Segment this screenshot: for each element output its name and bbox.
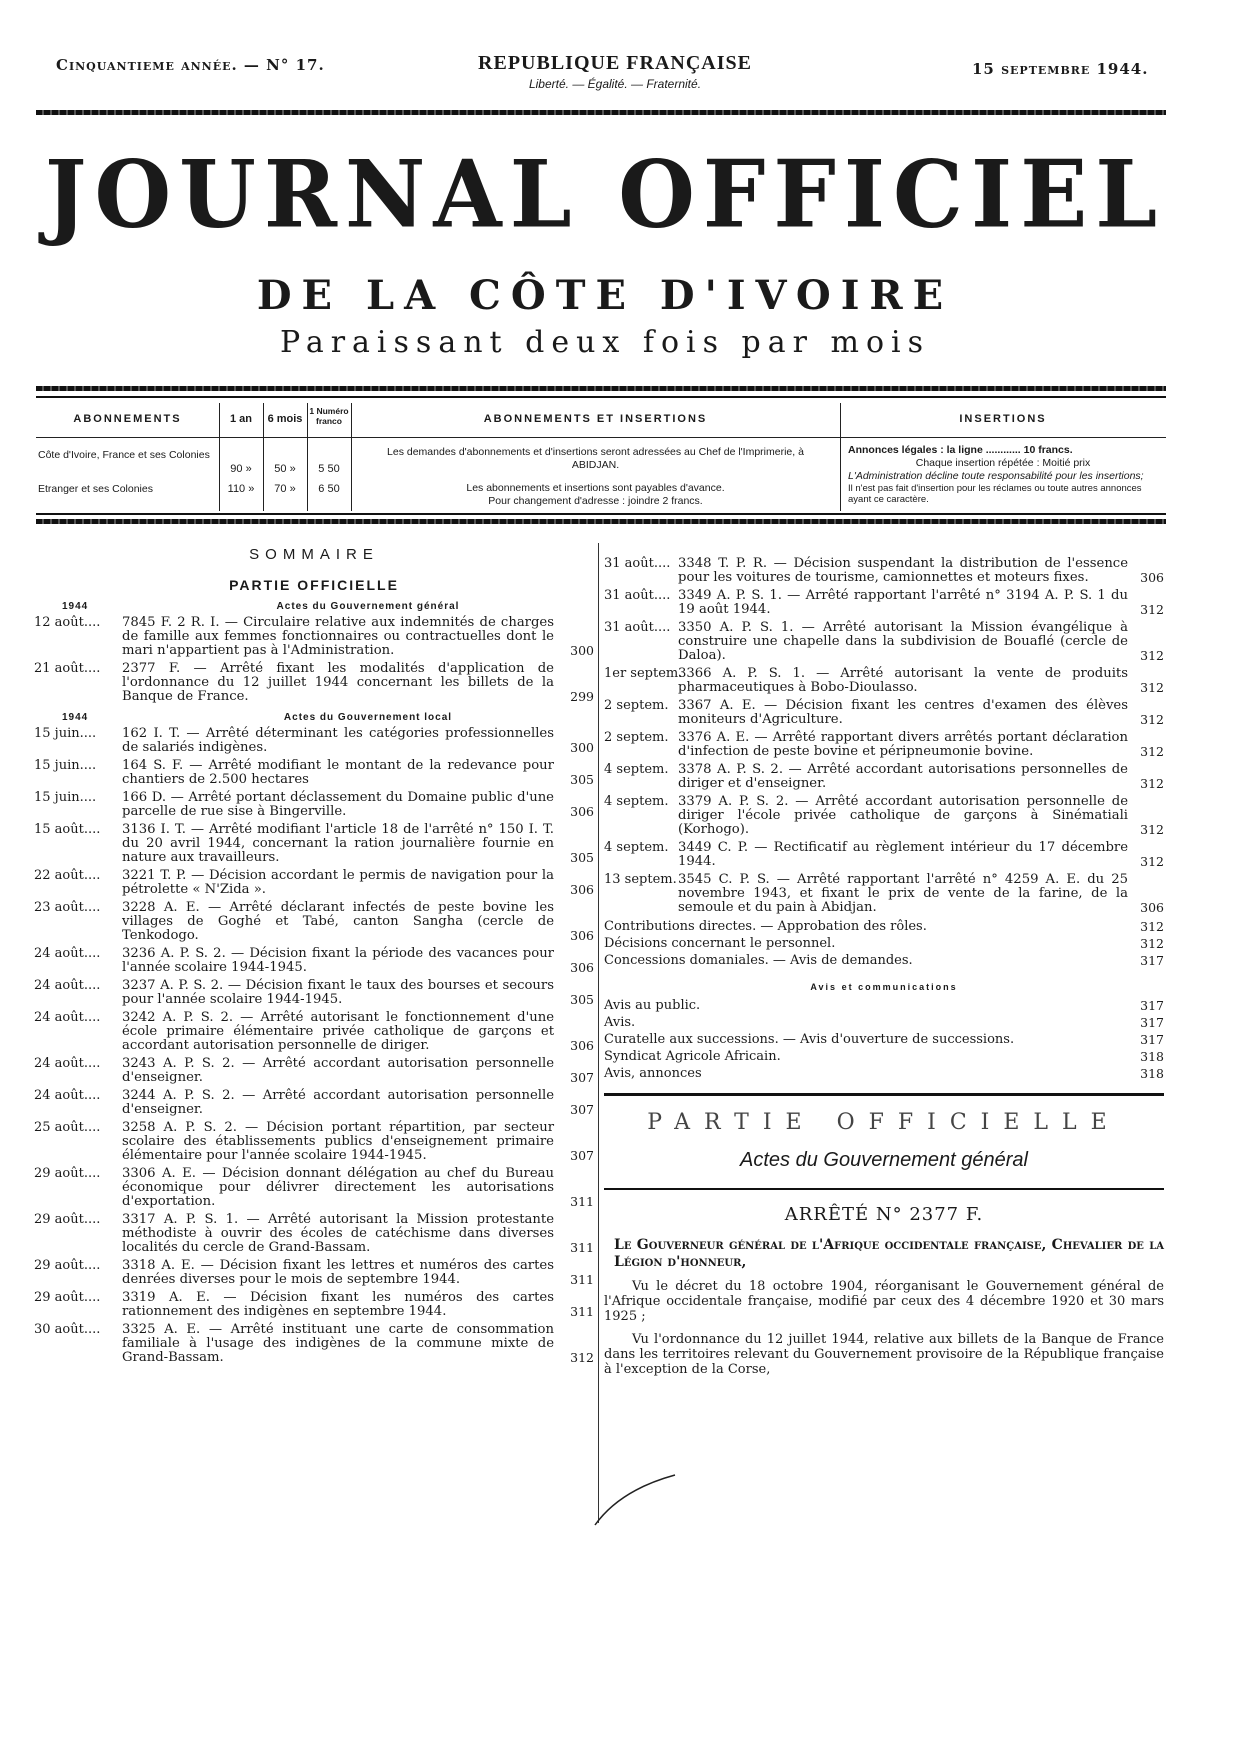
entry-page: 305 [570,772,594,787]
entry-text: 3221 T. P. — Décision accordant le permis de navigation pour la pétrolette « N'Zida ». [122,868,554,897]
entry-date: 12 août.... [34,615,101,630]
line-page: 318 [1140,1066,1164,1081]
entry-date: 4 septem. [604,762,669,777]
subs-middle-text-2: Les abonnements et insertions sont payables d'avance. [466,482,725,494]
entry-text: 3236 A. P. S. 2. — Décision fixant la période des vacances pour l'année scolaire 1944-1945. [122,946,554,975]
sommaire-entry[interactable] [604,621,1164,663]
subs-right-col [840,403,1166,511]
entry-page: 306 [570,804,594,819]
line-page: 312 [1140,936,1164,951]
sommaire-entry[interactable] [604,795,1164,837]
partie-officielle-heading: PARTIE OFFICIELLE [647,1110,1121,1135]
sommaire-entry[interactable] [604,841,1164,869]
entry-text: 3306 A. E. — Décision donnant délégation au chef du Bureau économique pour délivrer directement les autorisations d'exportation. [122,1166,554,1209]
sommaire-entry[interactable] [604,731,1164,759]
avis-title: Avis et communications [810,982,958,992]
entry-date: 22 août.... [34,868,101,883]
entry-date: 24 août.... [34,1010,101,1025]
entry-text: 3545 C. P. S. — Arrêté rapportant l'arrêté n° 4259 A. E. du 25 novembre 1943, et fixant le prix de vente de la farine, de la semoule et du pain à Abidjan. [678,872,1128,915]
entry-page: 306 [1140,570,1164,585]
sommaire-entry[interactable] [34,1323,594,1365]
entry-page: 305 [570,992,594,1007]
entry-text: 164 S. F. — Arrêté modifiant le montant de la redevance pour chantiers de 2.500 hectares [122,758,554,787]
entry-date: 25 août.... [34,1120,101,1135]
masthead-rule [36,386,1166,391]
sommaire-entry[interactable] [34,727,594,755]
entry-date: 29 août.... [34,1166,101,1181]
section1-year: 1944 [62,601,89,612]
line-page: 318 [1140,1049,1164,1064]
entry-date: 29 août.... [34,1290,101,1305]
sommaire-line[interactable] [604,1015,1164,1030]
entry-page: 312 [1140,822,1164,837]
gouverneur-line: Le Gouverneur général de l'Afrique occidentale française, Chevalier de la Légion d'honneur, [614,1237,1164,1270]
body-paragraph: Vu l'ordonnance du 12 juillet 1944, relative aux billets de la Banque de France dans les territoires relevant du Gouvernement provisoire de la République française à l'exception de la Corse, [604,1332,1164,1377]
sommaire-entry[interactable] [34,1213,594,1255]
subs-row-1-an: 90 » [230,463,252,475]
subs-6mois-col [263,403,308,511]
entry-date: 31 août.... [604,556,671,571]
body-rule-2 [604,1188,1164,1190]
section2-year: 1944 [62,712,89,723]
section2-title: Actes du Gouvernement local [283,712,453,723]
section-gouv-general [34,601,594,612]
entry-page: 307 [570,1070,594,1085]
entry-date: 24 août.... [34,946,101,961]
journal-title: JOURNAL OFFICIEL [44,139,1166,249]
entry-text: 3348 T. P. R. — Décision suspendant la distribution de l'essence pour les voitures de tourisme, camionnettes et moteurs fixes. [678,556,1128,585]
sommaire-line[interactable] [604,936,1164,951]
entry-date: 4 septem. [604,794,669,809]
entry-page: 311 [570,1194,594,1209]
entry-date: 15 juin.... [34,758,97,773]
section-gouv-local [34,712,594,723]
entry-page: 312 [1140,854,1164,869]
sommaire-line[interactable] [604,1032,1164,1047]
sommaire-entry[interactable] [34,979,594,1007]
abonnements-insertions-header: ABONNEMENTS ET INSERTIONS [351,403,840,438]
subs-row-1-numero: 5 50 [318,463,340,475]
sommaire-left-column [34,540,594,1365]
entry-date: 4 septem. [604,840,669,855]
header-rule [36,110,1166,115]
entry-page: 311 [570,1240,594,1255]
entry-date: 29 août.... [34,1258,101,1273]
sommaire-line[interactable] [604,998,1164,1013]
entry-date: 1er septem. [604,666,683,681]
entry-date: 15 juin.... [34,726,97,741]
entry-page: 306 [570,882,594,897]
sommaire-entry[interactable] [604,589,1164,617]
entry-text: 3228 A. E. — Arrêté déclarant infectés de peste bovine les villages de Goghé et Tabé, canton Sangha (cercle de Tenkodogo. [122,900,554,943]
sommaire-entry[interactable] [34,823,594,865]
entry-date: 24 août.... [34,1088,101,1103]
entry-date: 31 août.... [604,620,671,635]
sommaire-entry[interactable] [604,873,1164,915]
entry-text: 3318 A. E. — Décision fixant les lettres et numéros des cartes denrées diverses pour le mois de septembre 1944. [122,1258,554,1287]
column-separator [598,543,599,1523]
entry-text: 3237 A. P. S. 2. — Décision fixant le taux des bourses et secours pour l'année scolaire 1944-1945. [122,978,554,1007]
sommaire-misc-entries [604,919,1164,968]
journal-subtitle: DE LA CÔTE D'IVOIRE [256,272,954,319]
entry-page: 300 [570,740,594,755]
entry-page: 311 [570,1304,594,1319]
line-text: Décisions concernant le personnel. [604,936,836,951]
actes-gouv-general-heading: Actes du Gouvernement général [740,1149,1028,1171]
section1-title: Actes du Gouvernement général [276,601,460,612]
line-text: Avis, annonces [604,1066,702,1081]
sommaire-entry[interactable] [604,667,1164,695]
entry-page: 307 [570,1148,594,1163]
entry-text: 3367 A. E. — Décision fixant les centres d'examen des élèves moniteurs d'Agriculture. [678,698,1128,727]
entry-text: 3350 A. P. S. 1. — Arrêté autorisant la Mission évangélique à construire une chapelle dans la subdivision de Bouaflé (cercle de Daloa). [678,620,1128,663]
sommaire-entry[interactable] [34,1121,594,1163]
entry-text: 2377 F. — Arrêté fixant les modalités d'application de l'ordonnance du 12 juillet 1944 concernant les billets de la Banque de France. [122,661,554,704]
line-text: Avis. [604,1015,636,1030]
entry-date: 2 septem. [604,730,669,745]
sommaire-entry[interactable] [34,616,594,658]
issue-number: Cinquantieme année. — N° 17. [56,56,325,74]
entry-text: 3317 A. P. S. 1. — Arrêté autorisant la Mission protestante méthodiste à ouvrir des écoles de catéchisme dans diverses localités du cercle de Grand-Bassam. [122,1212,554,1255]
sommaire-title: SOMMAIRE [249,546,379,563]
entry-text: 3258 A. P. S. 2. — Décision portant répartition, par secteur scolaire des établissements publics d'enseignement primaire élémentaire pour l'année scolaire 1944-1945. [122,1120,554,1163]
sommaire-entry[interactable] [34,901,594,943]
body-rule [604,1093,1164,1096]
sommaire-entry[interactable] [34,947,594,975]
sommaire-entry[interactable] [34,1259,594,1287]
line-text: Syndicat Agricole Africain. [604,1049,781,1064]
line-text: Concessions domaniales. — Avis de demandes. [604,953,913,968]
entry-text: 162 I. T. — Arrêté déterminant les catégories professionnelles de salariés indigènes. [122,726,554,755]
sommaire-local-entries [34,727,594,1365]
entry-page: 306 [570,960,594,975]
entry-text: 3319 A. E. — Décision fixant les numéros des cartes rationnement des indigènes en septembre 1944. [122,1290,554,1319]
partie-officielle-title: PARTIE OFFICIELLE [229,577,399,593]
line-page: 312 [1140,919,1164,934]
entry-text: 3379 A. P. S. 2. — Arrêté accordant autorisation personnelle de diriger l'école privée catholique de garçons à Sinématiali (Korhogo). [678,794,1128,837]
subscription-table [36,403,1166,511]
sommaire-entry[interactable] [34,1057,594,1085]
body-paragraph: Vu le décret du 18 octobre 1904, réorganisant le Gouvernement général de l'Afrique occidentale française, modifié par ceux des 4 décembre 1920 et 30 mars 1925 ; [604,1279,1164,1324]
sommaire-entry[interactable] [604,699,1164,727]
entry-text: 3136 I. T. — Arrêté modifiant l'article 18 de l'arrêté n° 150 I. T. du 20 avril 1944, concernant la ration journalière fournie en nature aux travailleurs. [122,822,554,865]
subs-row-2-label: Etranger et ses Colonies [38,483,153,495]
entry-page: 307 [570,1102,594,1117]
entry-page: 312 [570,1350,594,1365]
ink-mark [590,1470,680,1530]
subs-numero-col [307,403,352,511]
entry-text: 3376 A. E. — Arrêté rapportant divers arrêtés portant déclaration d'infection de peste bovine et péripneumonie bovine. [678,730,1128,759]
line-text: Contributions directes. — Approbation des rôles. [604,919,927,934]
sommaire-entry[interactable] [34,1011,594,1053]
col-6mois-header: 6 mois [263,403,307,438]
line-text: Avis au public. [604,998,701,1013]
subs-row-2-mois: 70 » [274,483,296,495]
entry-date: 29 août.... [34,1212,101,1227]
entry-page: 306 [1140,900,1164,915]
entry-text: 3349 A. P. S. 1. — Arrêté rapportant l'arrêté n° 3194 A. P. S. 1 du 19 août 1944. [678,588,1128,617]
arrete-title: ARRÊTÉ N° 2377 F. [784,1204,984,1225]
entry-date: 31 août.... [604,588,671,603]
sommaire-line[interactable] [604,1049,1164,1064]
entry-text: 3242 A. P. S. 2. — Arrêté autorisant le fonctionnement d'une école primaire élémentaire privée catholique de garçons et accordant autorisation personnelle de diriger. [122,1010,554,1053]
subs-middle-col [351,403,841,511]
entry-page: 299 [570,689,594,704]
subs-row-2-an: 110 » [227,483,255,495]
line-page: 317 [1140,1015,1164,1030]
abonnements-header: ABONNEMENTS [36,403,219,438]
subs-middle-text-1: Les demandes d'abonnements et d'insertions seront adressées au Chef de l'Imprimerie, à ABIDJAN. [387,446,804,471]
col-1an-header: 1 an [219,403,263,438]
subs-label-col [36,403,220,511]
sommaire-entry[interactable] [34,791,594,819]
line-page: 317 [1140,1032,1164,1047]
entry-page: 306 [570,1038,594,1053]
sommaire-line[interactable] [604,953,1164,968]
subs-rule [36,513,1166,515]
sommaire-right-column [604,553,1164,1377]
subs-row-1-mois: 50 » [274,463,296,475]
sommaire-line[interactable] [604,1066,1164,1081]
issue-date: 15 septembre 1944. [972,60,1149,78]
entry-date: 30 août.... [34,1322,101,1337]
entry-text: 3378 A. P. S. 2. — Arrêté accordant autorisations personnelles de diriger et d'enseigner. [678,762,1128,791]
entry-page: 312 [1140,776,1164,791]
entry-page: 312 [1140,602,1164,617]
subs-right-text-2: Chaque insertion répétée : Moitié prix [915,457,1091,469]
entry-text: 3449 C. P. — Rectificatif au règlement intérieur du 17 décembre 1944. [678,840,1128,869]
entry-page: 312 [1140,744,1164,759]
entry-date: 24 août.... [34,978,101,993]
sommaire-entry[interactable] [604,763,1164,791]
sommaire-entry[interactable] [34,1089,594,1117]
sommaire-entry[interactable] [34,1167,594,1209]
entry-page: 305 [570,850,594,865]
entry-page: 312 [1140,680,1164,695]
sommaire-entry[interactable] [34,1291,594,1319]
entry-page: 312 [1140,712,1164,727]
line-page: 317 [1140,998,1164,1013]
entry-text: 3366 A. P. S. 1. — Arrêté autorisant la vente de produits pharmaceutiques à Bobo-Dioulasso. [678,666,1128,695]
entry-text: 3243 A. P. S. 2. — Arrêté accordant autorisation personnelle d'enseigner. [122,1056,554,1085]
sommaire-local-entries-cont [604,557,1164,915]
entry-text: 166 D. — Arrêté portant déclassement du Domaine public d'une parcelle de rue sise à Bingerville. [122,790,554,819]
subs-row-2-numero: 6 50 [318,483,340,495]
republic-title: REPUBLIQUE FRANÇAISE [478,52,752,74]
insertions-header: INSERTIONS [840,403,1166,438]
entry-date: 23 août.... [34,900,101,915]
republic-header [420,52,810,91]
entry-page: 300 [570,643,594,658]
subs-right-text-4: Il n'est pas fait d'insertion pour les réclames ou toute autres annonces ayant ce caractère. [848,483,1142,505]
entry-date: 24 août.... [34,1056,101,1071]
sommaire-avis-entries [604,998,1164,1081]
entry-date: 15 juin.... [34,790,97,805]
masthead-rule-thin [36,396,1166,398]
sommaire-entry[interactable] [34,759,594,787]
sommaire-line[interactable] [604,919,1164,934]
entry-date: 13 septem. [604,872,677,887]
subs-rule-dotted [36,519,1166,524]
subs-right-text-1: Annonces légales : la ligne ............ 10 francs. [848,444,1073,456]
entry-date: 15 août.... [34,822,101,837]
entry-page: 311 [570,1272,594,1287]
journal-tagline: Paraissant deux fois par mois [279,325,931,360]
subs-middle-text-3: Pour changement d'adresse : joindre 2 francs. [488,495,703,507]
entry-date: 2 septem. [604,698,669,713]
entry-date: 21 août.... [34,661,101,676]
entry-page: 306 [570,928,594,943]
entry-text: 3325 A. E. — Arrêté instituant une carte de consommation familiale à l'usage des indigènes de la commune mixte de Grand-Bassam. [122,1322,554,1365]
entry-page: 312 [1140,648,1164,663]
line-text: Curatelle aux successions. — Avis d'ouverture de successions. [604,1032,1015,1047]
entry-text: 7845 F. 2 R. I. — Circulaire relative aux indemnités de charges de famille aux femmes fonctionnaires ou contractuelles dont le mari n'appartient pas à l'Administration. [122,615,554,658]
line-page: 317 [1140,953,1164,968]
subs-1an-col [219,403,264,511]
col-numero-header: 1 Numéro franco [307,403,351,438]
subs-row-1-label: Côte d'Ivoire, France et ses Colonies [38,449,210,461]
sommaire-entry[interactable] [34,662,594,704]
subs-right-text-3: L'Administration décline toute responsabilité pour les insertions; [848,470,1144,482]
motto: Liberté. — Égalité. — Fraternité. [528,77,702,91]
entry-text: 3244 A. P. S. 2. — Arrêté accordant autorisation personnelle d'enseigner. [122,1088,554,1117]
sommaire-entry[interactable] [34,869,594,897]
sommaire-entry[interactable] [604,557,1164,585]
